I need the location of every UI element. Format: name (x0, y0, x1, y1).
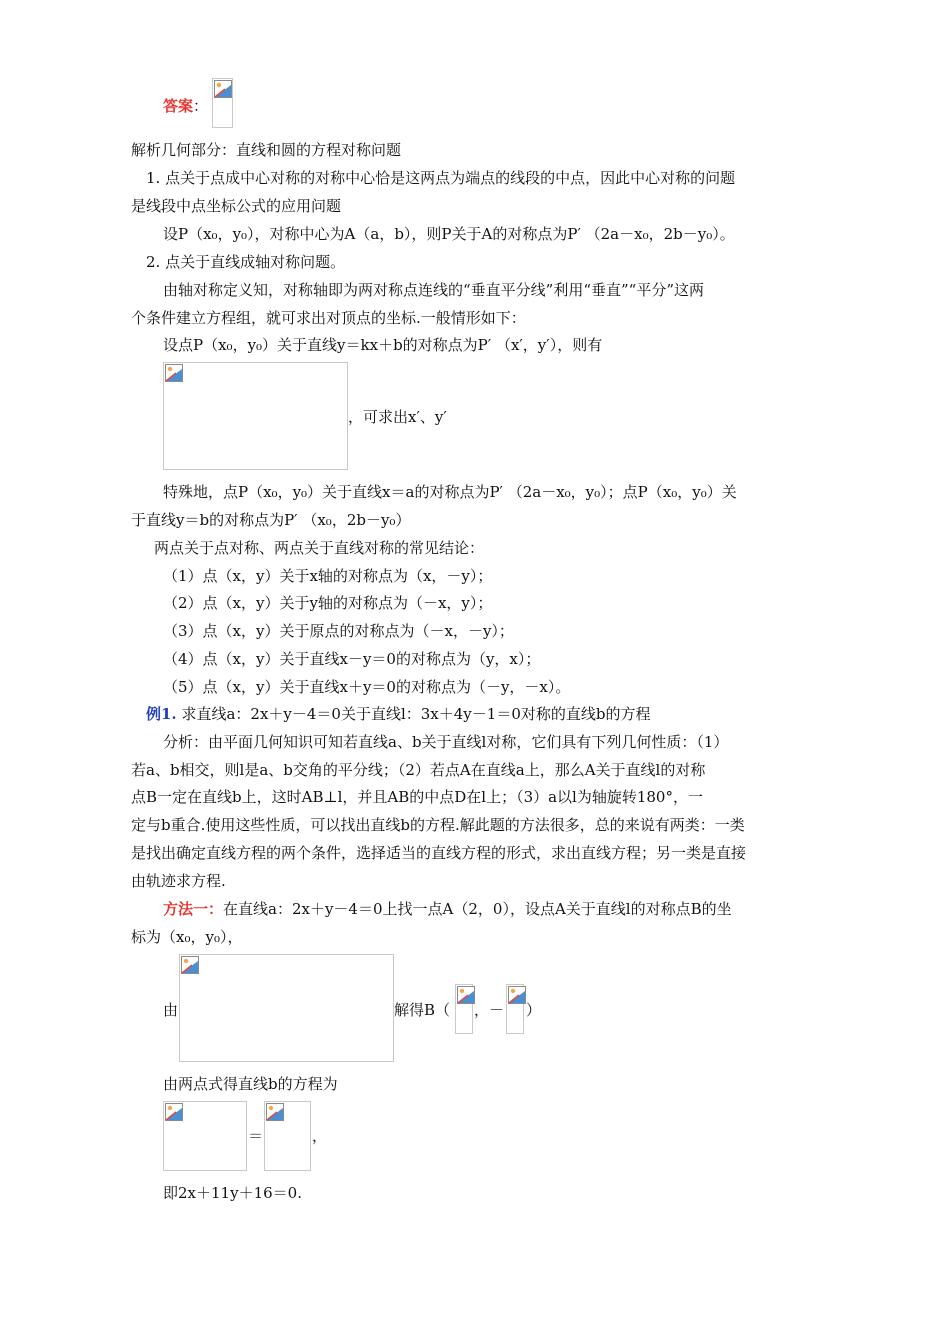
example-1 (146, 704, 650, 724)
point1-line3: 设P（x₀，y₀），对称中心为A（a，b），则P关于A的对称点为P′ （2a－x₀，2b－y₀）。 (163, 225, 735, 243)
two-point-lhs-image (163, 1101, 247, 1171)
broken-image-icon (165, 1103, 183, 1121)
special-line2: 于直线y＝b的对称点为P′ （x₀，2b－y₀） (131, 511, 411, 529)
analysis-line4: 定与b重合.使用这些性质，可以找出直线b的方程.解此题的方法很多，总的来说有两类：一类 (131, 816, 745, 834)
broken-image-icon (266, 1103, 284, 1121)
comma-minus-text: ，－ (474, 1001, 505, 1019)
point2-heading: 2. 点关于直线成轴对称问题。 (146, 253, 346, 271)
comma-text: ， (312, 1127, 328, 1145)
answer-label: 答案： (163, 97, 209, 115)
analysis-line3: 点B一定在直线b上，这时AB⊥l，并且AB的中点D在l上；（3）a以l为轴旋转180°，一 (131, 788, 703, 806)
conclusion-4: （4）点（x，y）关于直线x－y＝0的对称点为（y，x）； (163, 650, 541, 668)
conclusion-2: （2）点（x，y）关于y轴的对称点为（－x，y）； (163, 594, 493, 612)
section-title: 解析几何部分：直线和圆的方程对称问题 (131, 141, 402, 159)
analysis-line6: 由轨迹求方程. (131, 872, 226, 890)
two-point-rhs-image (264, 1101, 311, 1171)
broken-image-icon (508, 986, 526, 1004)
point2-line3: 设点P（x₀，y₀）关于直线y＝kx＋b的对称点为P′ （x′，y′），则有 (163, 336, 603, 354)
point1-line1: 1. 点关于点成中心对称的对称中心恰是这两点为端点的线段的中点，因此中心对称的问题 (146, 169, 736, 187)
broken-image-icon (165, 364, 183, 382)
analysis-line1: 分析：由平面几何知识可知若直线a、b关于直线l对称，它们具有下列几何性质：（1） (163, 733, 729, 751)
point1-line2: 是线段中点坐标公式的应用问题 (131, 197, 342, 215)
conclusion-1: （1）点（x，y）关于x轴的对称点为（x，－y）； (163, 567, 493, 585)
conclusion-3: （3）点（x，y）关于原点的对称点为（－x，－y）； (163, 622, 514, 640)
example-label: 例1. (146, 705, 177, 723)
broken-image-icon (181, 956, 199, 974)
example-text: 求直线a：2x＋y－4＝0关于直线l：3x＋4y－1＝0对称的直线b的方程 (181, 705, 651, 723)
method1-line1: 方法一：在直线a：2x＋y－4＝0上找一点A（2，0），设点A关于直线l的对称点B的坐 (163, 900, 732, 918)
method1-label: 方法一： (163, 900, 224, 918)
final-equation: 即2x＋11y＋16＝0. (163, 1184, 302, 1202)
analysis-line2: 若a、b相交，则l是a、b交角的平分线；（2）若点A在直线a上，那么A关于直线l的对称 (131, 761, 706, 779)
point2-line2: 个条件建立方程组，就可求出对顶点的坐标.一般情形如下： (131, 309, 526, 327)
jiede-text: 解得B（ (394, 1001, 451, 1019)
solve-xy-text: ，可求出x′、y′ (348, 408, 447, 426)
analysis-line5: 是找出确定直线方程的两个条件，选择适当的直线方程的形式，求出直线方程；另一类是直接 (131, 844, 747, 862)
bx-fraction-image (455, 984, 473, 1034)
method1-line2: 标为（x₀，y₀）， (131, 928, 243, 946)
rparen-text: ） (526, 1001, 542, 1019)
method1-system-image (179, 954, 394, 1062)
equals-text: ＝ (248, 1127, 264, 1145)
conclusions-heading: 两点关于点对称、两点关于直线对称的常见结论： (154, 539, 485, 557)
answer-image (212, 78, 233, 128)
broken-image-icon (214, 80, 232, 98)
special-line1: 特殊地，点P（x₀，y₀）关于直线x＝a的对称点为P′ （2a－x₀，y₀）；点P（x₀，y₀）关 (163, 483, 737, 501)
by-fraction-image (506, 984, 524, 1034)
two-point-text: 由两点式得直线b的方程为 (163, 1075, 338, 1093)
conclusion-5: （5）点（x，y）关于直线x＋y＝0的对称点为（－y，－x）。 (163, 678, 571, 696)
you-text: 由 (163, 1001, 179, 1019)
point2-line1: 由轴对称定义知，对称轴即为两对称点连线的“垂直平分线”利用“垂直”“平分”这两 (163, 281, 705, 299)
broken-image-icon (457, 986, 475, 1004)
system-equation-image (163, 362, 348, 470)
